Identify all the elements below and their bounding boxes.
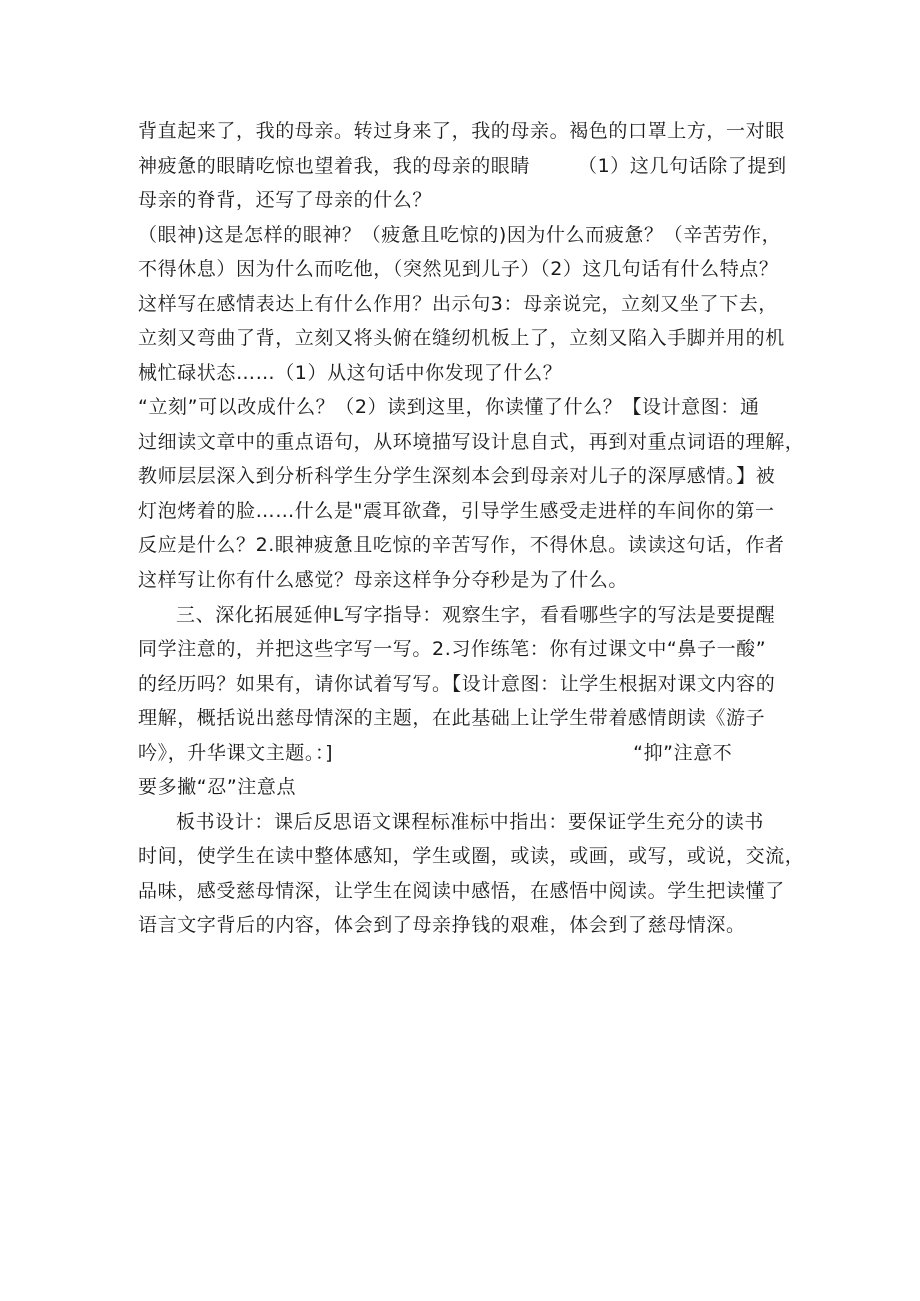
text-line: 的经历吗？如果有，请你试着写写。【设计意图：让学生根据对课文内容的 (138, 673, 776, 695)
text-line: 母亲的脊背，还写了母亲的什么？ (138, 189, 433, 211)
text-line: 这样写在感情表达上有什么作用？出示句3：母亲说完，立刻又坐了下去， (138, 293, 778, 315)
text-line (138, 151, 787, 181)
text-line: “立刻”可以改成什么？（2）读到这里，你读懂了什么？【设计意图：通 (138, 396, 760, 418)
text-segment: （1）这几句话除了提到 (578, 155, 787, 177)
text-line (138, 738, 732, 768)
text-segment: 吟》，升华课文主题。：] (138, 742, 334, 764)
text-segment: “抑”注意不 (633, 742, 733, 764)
section-heading-line: 三、深化拓展延伸L写字指导：观察生字，看看哪些字的写法是要提醒 (176, 604, 776, 626)
text-line: 过细读文章中的重点语句，从环境描写设计息自式，再到对重点词语的理解， (138, 431, 805, 453)
text-line: 不得休息）因为什么而吃他，（突然见到儿子）（2）这几句话有什么特点？ (138, 258, 779, 280)
text-line: 立刻又弯曲了背，立刻又将头俯在缝纫机板上了，立刻又陷入手脚并用的机 (138, 327, 785, 349)
text-line: 板书设计：课后反思语文课程标准标中指出：要保证学生充分的读书 (176, 811, 765, 833)
text-line: 灯泡烤着的脸……什么是"震耳欲聋，引导学生感受走进样的车间你的第一 (138, 500, 775, 522)
text-line: 反应是什么？2.眼神疲惫且吃惊的辛苦写作，不得休息。读读这句话，作者 (138, 534, 785, 556)
text-line: （眼神)这是怎样的眼神？（疲惫且吃惊的)因为什么而疲惫？（辛苦劳作， (138, 224, 782, 246)
text-line: 同学注意的，并把这些字写一写。2.习作练笔：你有过课文中“鼻子一酸” (138, 638, 767, 660)
text-line: 语言文字背后的内容，体会到了母亲挣钱的艰难，体会到了慈母情深。 (138, 914, 746, 936)
text-line: 教师层层深入到分析科学生分学生深刻本会到母亲对儿子的深厚感情。】被 (138, 465, 776, 487)
text-line: 械忙碌状态……（1）从这句话中你发现了什么？ (138, 362, 563, 384)
text-line: 要多撇“忍”注意点 (138, 776, 297, 798)
text-line: 这样写让你有什么感觉？母亲这样争分夺秒是为了什么。 (138, 569, 629, 591)
text-segment: 神疲惫的眼睛吃惊也望着我，我的母亲的眼睛 (138, 155, 531, 177)
text-line: 理解，概括说出慈母情深的主题，在此基础上让学生带着感情朗读《游子 (138, 707, 766, 729)
text-line: 品味，感受慈母情深，让学生在阅读中感悟，在感悟中阅读。学生把读懂了 (138, 880, 785, 902)
text-line: 时间，使学生在读中整体感知，学生或圈，或读，或画，或写，或说，交流， (138, 845, 805, 867)
text-line: 背直起来了，我的母亲。转过身来了，我的母亲。褐色的口罩上方，一对眼 (138, 120, 785, 142)
